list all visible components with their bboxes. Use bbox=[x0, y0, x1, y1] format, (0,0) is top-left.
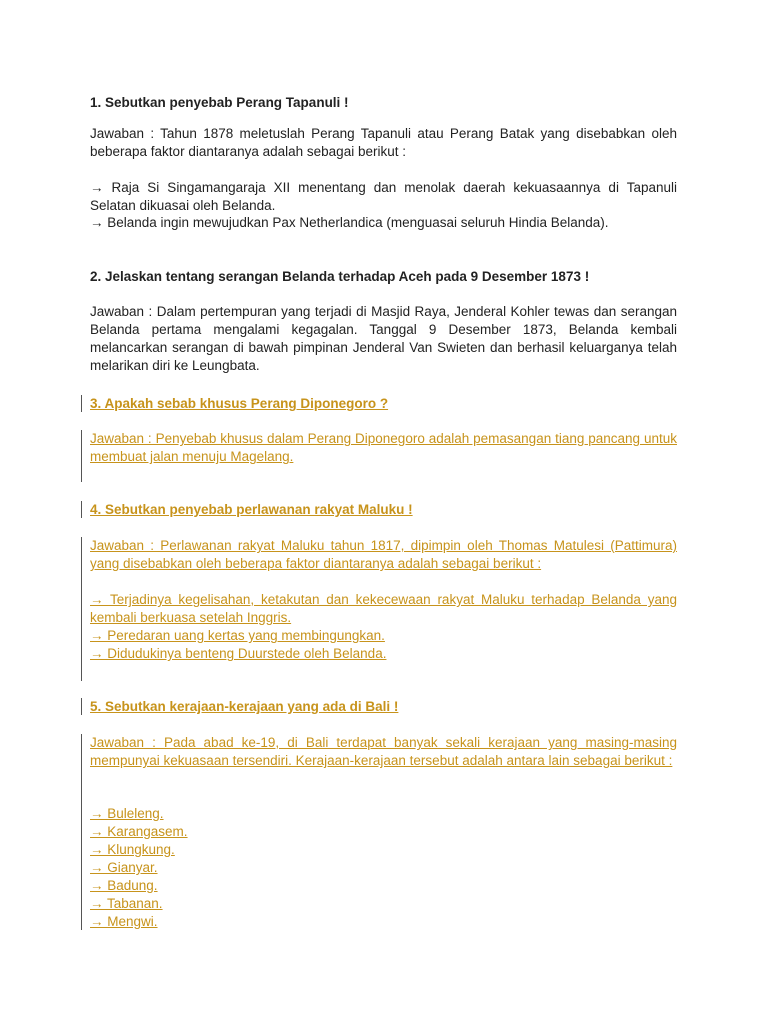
answer-3: Jawaban : Penyebab khusus dalam Perang Diponegoro adalah pemasangan tiang pancang untuk membuat jalan menuju Magelang. bbox=[90, 431, 677, 464]
list-item: → Gianyar. bbox=[90, 860, 158, 875]
question-3: 3. Apakah sebab khusus Perang Diponegoro ? bbox=[90, 396, 389, 411]
list-item: → Badung. bbox=[90, 878, 158, 893]
change-bar bbox=[81, 537, 82, 681]
change-bar bbox=[81, 734, 82, 930]
change-bar bbox=[81, 501, 82, 518]
answer-4-point-2: → Peredaran uang kertas yang membingungkan. bbox=[90, 628, 385, 643]
list-item: → Klungkung. bbox=[90, 842, 175, 857]
answer-1-point-2: → Belanda ingin mewujudkan Pax Netherlandica (menguasai seluruh Hindia Belanda). bbox=[90, 215, 609, 230]
answer-1: Jawaban : Tahun 1878 meletuslah Perang Tapanuli atau Perang Batak yang disebabkan oleh beberapa faktor diantaranya adalah sebagai berikut : bbox=[90, 126, 677, 159]
question-1: 1. Sebutkan penyebab Perang Tapanuli ! bbox=[90, 95, 349, 110]
change-bar bbox=[81, 395, 82, 412]
question-2: 2. Jelaskan tentang serangan Belanda terhadap Aceh pada 9 Desember 1873 ! bbox=[90, 269, 590, 284]
list-item: → Buleleng. bbox=[90, 806, 164, 821]
change-bar bbox=[81, 698, 82, 715]
list-item: → Tabanan. bbox=[90, 896, 163, 911]
list-item: → Mengwi. bbox=[90, 914, 158, 929]
list-item: → Karangasem. bbox=[90, 824, 188, 839]
answer-4-point-3: → Didudukinya benteng Duurstede oleh Belanda. bbox=[90, 646, 387, 661]
question-4: 4. Sebutkan penyebab perlawanan rakyat Maluku ! bbox=[90, 502, 413, 517]
kingdom-list bbox=[90, 805, 677, 931]
answer-5: Jawaban : Pada abad ke-19, di Bali terdapat banyak sekali kerajaan yang masing-masing mempunyai kekuasaan tersendiri. Kerajaan-kerajaan tersebut adalah antara lain sebagai berikut : bbox=[90, 735, 677, 768]
question-5: 5. Sebutkan kerajaan-kerajaan yang ada di Bali ! bbox=[90, 699, 399, 714]
answer-4: Jawaban : Perlawanan rakyat Maluku tahun 1817, dipimpin oleh Thomas Matulesi (Pattimura) yang disebabkan oleh beberapa faktor diantaranya adalah sebagai berikut : bbox=[90, 538, 677, 571]
answer-2: Jawaban : Dalam pertempuran yang terjadi di Masjid Raya, Jenderal Kohler tewas dan serangan Belanda pertama mengalami kegagalan. Tanggal 9 Desember 1873, Belanda kembali melancarkan serangan di bawah pimpinan Jenderal Van Swieten dan berhasil keluarganya telah melarikan diri ke Leungbata. bbox=[90, 304, 677, 373]
answer-1-point-1: → Raja Si Singamangaraja XII menentang dan menolak daerah kekuasaannya di Tapanuli Selatan dikuasai oleh Belanda. bbox=[90, 180, 677, 213]
change-bar bbox=[81, 430, 82, 482]
answer-4-point-1: → Terjadinya kegelisahan, ketakutan dan kekecewaan rakyat Maluku terhadap Belanda yang kembali berkuasa setelah Inggris. bbox=[90, 592, 677, 625]
